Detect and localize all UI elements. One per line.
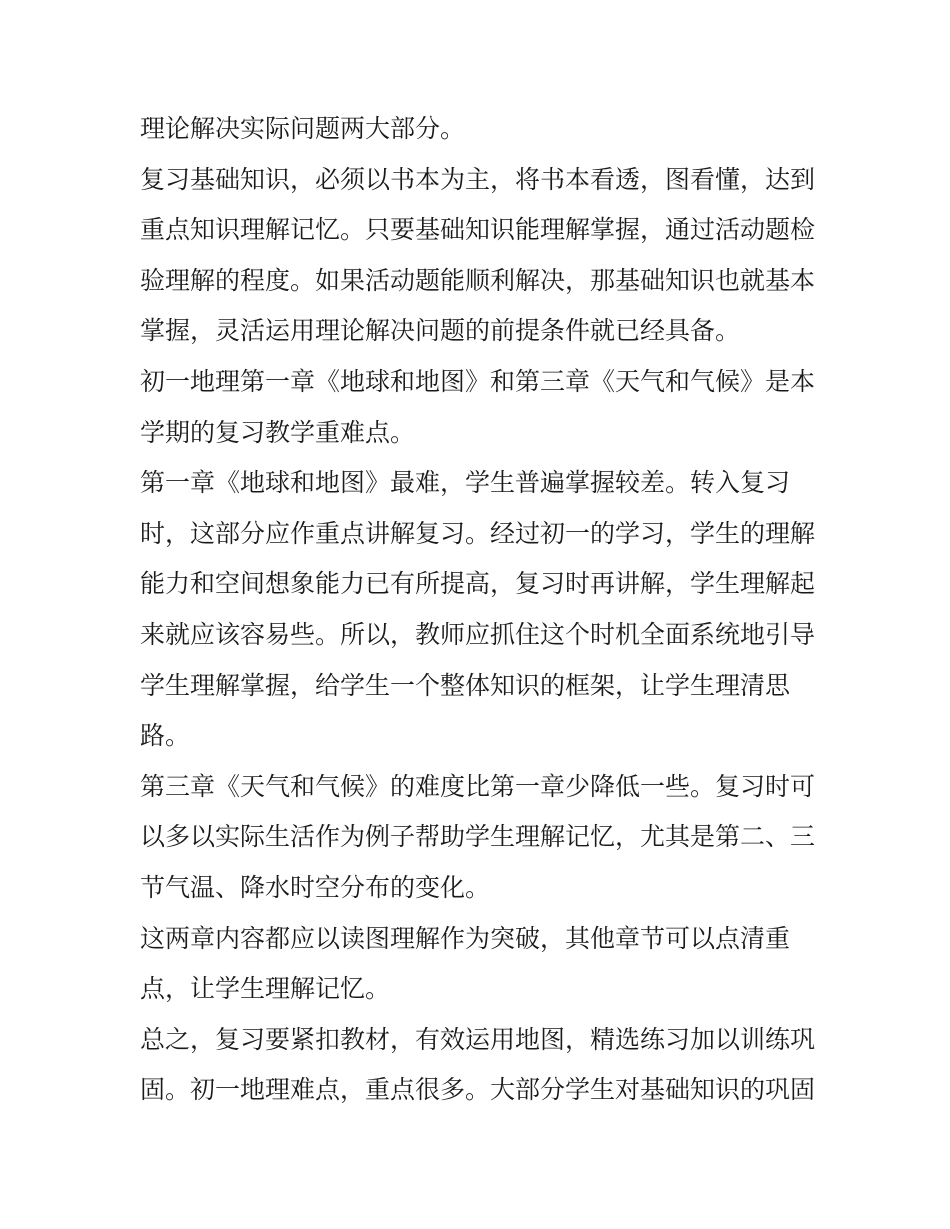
text-line: 以多以实际生活作为例子帮助学生理解记忆，尤其是第二、三 — [140, 822, 816, 852]
text-line: 总之，复习要紧扣教材，有效运用地图，精选练习加以训练巩 — [140, 1024, 816, 1054]
text-line: 点，让学生理解记忆。 — [140, 974, 391, 1004]
text-line: 验理解的程度。如果活动题能顺利解决，那基础知识也就基本 — [140, 265, 816, 295]
text-line: 节气温、降水时空分布的变化。 — [140, 872, 491, 902]
text-line: 来就应该容易些。所以，教师应抓住这个时机全面系统地引导 — [140, 619, 816, 649]
text-line: 路。 — [140, 721, 191, 751]
text-line: 复习基础知识，必须以书本为主，将书本看透，图看懂，达到 — [140, 164, 816, 194]
text-line: 学生理解掌握，给学生一个整体知识的框架，让学生理清思 — [140, 670, 791, 700]
text-line: 重点知识理解记忆。只要基础知识能理解掌握，通过活动题检 — [140, 215, 816, 245]
text-line: 时，这部分应作重点讲解复习。经过初一的学习，学生的理解 — [140, 518, 816, 548]
text-line: 这两章内容都应以读图理解作为突破，其他章节可以点清重 — [140, 923, 791, 953]
text-line: 能力和空间想象能力已有所提高，复习时再讲解，学生理解起 — [140, 569, 816, 599]
text-line: 掌握，灵活运用理论解决问题的前提条件就已经具备。 — [140, 316, 741, 346]
text-line: 固。初一地理难点，重点很多。大部分学生对基础知识的巩固 — [140, 1075, 816, 1105]
text-line: 理论解决实际问题两大部分。 — [140, 114, 466, 143]
text-line: 第三章《天气和气候》的难度比第一章少降低一些。复习时可 — [140, 771, 816, 801]
text-line: 学期的复习教学重难点。 — [140, 417, 416, 447]
text-line: 第一章《地球和地图》最难，学生普遍掌握较差。转入复习 — [140, 468, 791, 498]
body-text — [140, 104, 830, 1116]
text-line: 初一地理第一章《地球和地图》和第三章《天气和气候》是本 — [140, 366, 816, 396]
